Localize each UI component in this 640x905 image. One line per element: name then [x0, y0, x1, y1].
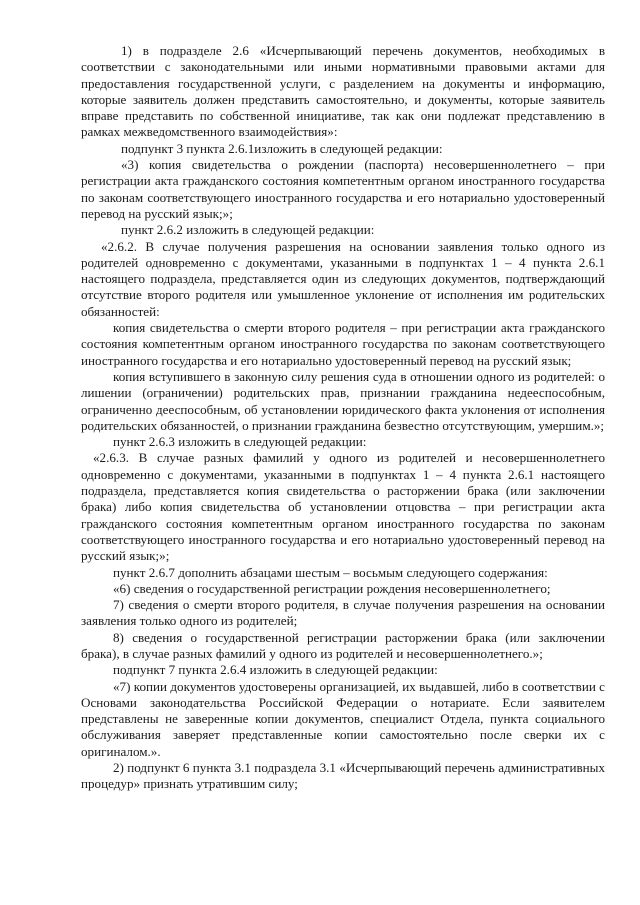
- paragraph-item-2-6-2-text: «2.6.2. В случае получения разрешения на основании заявления только одного из родителей одновременно с документами, указанными в подпунктах 1 – 4 пункта 2.6.1 настоящего подраздела, представляется один из следующих документов, подтверждающий отсутствие второго родителя или умышленное уклонение от исполнения им родительских обязанностей:: [81, 238, 605, 319]
- paragraph-subitem-7-text: «7) копии документов удостоверены организацией, их выдавшей, либо в соответствии с Основами законодательства Российской Федерации о нотариате. Если заявителем представлены не заверенные копии документов, специалист Отдела, пункта социального обслуживания заверяет представленные копии самостоятельно после сверки их с оригиналом.».: [81, 678, 605, 759]
- paragraph-death-certificate: копия свидетельства о смерти второго родителя – при регистрации акта гражданского состояния компетентным органом иностранного государства по законам соответствующего иностранного государства и его нотариально удостоверенный перевод на русский язык;: [81, 320, 605, 368]
- paragraph-subitem-3-text: «3) копия свидетельства о рождении (паспорта) несовершеннолетнего – при регистрации акта гражданского состояния компетентным органом иностранного государства по законам соответствующего иностранного государства и его нотариально удостоверенный перевод на русский язык;»;: [81, 157, 605, 221]
- paragraph-subsection-3-1: 2) подпункт 6 пункта 3.1 подраздела 3.1 «Исчерпывающий перечень административных процедур» признать утратившим силу;: [81, 760, 605, 792]
- paragraph-item-8: 8) сведения о государственной регистрации расторжении брака (или заключении брака), в случае разных фамилий у одного из родителей и несовершеннолетнего.»;: [81, 629, 605, 661]
- paragraph-item-6: «6) сведения о государственной регистрации рождения несовершеннолетнего;: [113, 580, 551, 596]
- paragraph-subitem-3-intro: подпункт 3 пункта 2.6.1изложить в следующей редакции:: [121, 140, 443, 156]
- paragraph-court-decision: копия вступившего в законную силу решения суда в отношении одного из родителей: о лишении (ограничении) родительских прав, признании гражданина недееспособным, ограниченно дееспособным, об установлении юридического факта уклонения от исполнения родительских обязанностей, о признании гражданина безвестно отсутствующим, умершим.»;: [81, 368, 605, 433]
- paragraph-item-7: 7) сведения о смерти второго родителя, в случае получения разрешения на основании заявления только одного из родителей;: [81, 597, 605, 629]
- paragraph-item-2-6-2-intro: пункт 2.6.2 изложить в следующей редакции:: [121, 222, 375, 238]
- document-body: [81, 43, 605, 793]
- paragraph-subsection-2-6: 1) в подразделе 2.6 «Исчерпывающий перечень документов, необходимых в соответствии с законодательными или иными нормативными правовыми актами для предоставления государственной услуги, с разделением на документы и информацию, которые заявитель должен представить самостоятельно, и документы, которые заявитель вправе представить по собственной инициативе, так как они подлежат представлению в рамках межведомственного взаимодействия»:: [81, 43, 605, 140]
- paragraph-subitem-7-intro: подпункт 7 пункта 2.6.4 изложить в следующей редакции:: [113, 662, 438, 678]
- paragraph-item-2-6-3-intro: пункт 2.6.3 изложить в следующей редакции:: [113, 434, 367, 450]
- paragraph-item-2-6-7-intro: пункт 2.6.7 дополнить абзацами шестым – восьмым следующего содержания:: [113, 564, 548, 580]
- paragraph-item-2-6-3-text: «2.6.3. В случае разных фамилий у одного из родителей и несовершеннолетнего одновременно с документами, указанными в подпунктах 1 – 4 пункта 2.6.1 настоящего подраздела, представляется копия свидетельства о расторжении брака (или заключении брака) либо копия свидетельства об установлении отцовства – при регистрации акта гражданского состояния компетентным органом иностранного государства по законам соответствующего иностранного государства и его нотариально удостоверенный перевод на русский язык;»;: [81, 450, 605, 564]
